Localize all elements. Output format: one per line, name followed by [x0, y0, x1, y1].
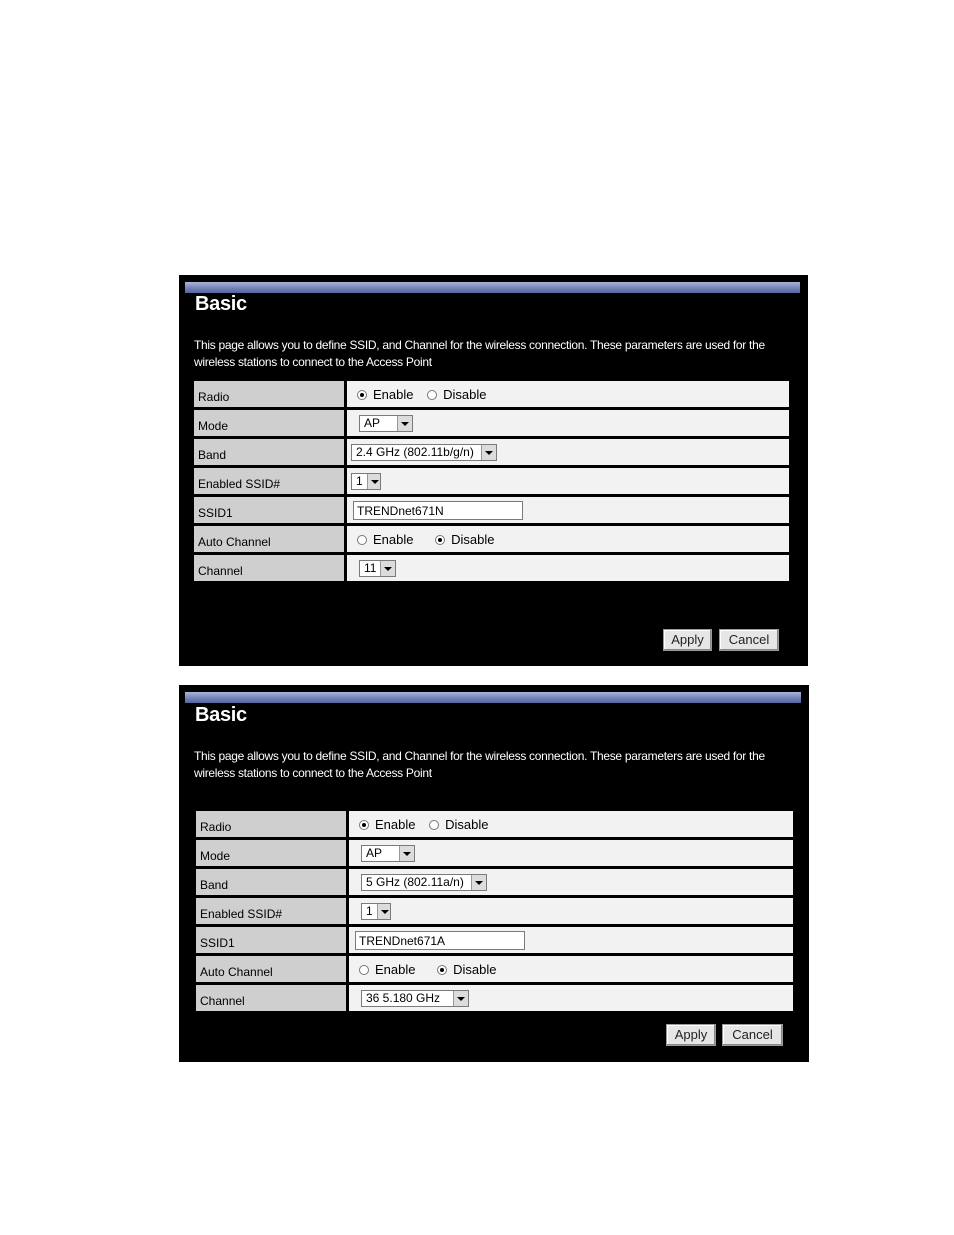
row-band: [194, 438, 789, 467]
row-channel: [196, 984, 793, 1013]
basic-panel-5ghz: [179, 685, 809, 1062]
panel-title-bar: [185, 282, 800, 293]
page-title: Basic: [195, 293, 247, 315]
chevron-down-icon: [380, 561, 395, 576]
auto-channel-enable-text: Enable: [375, 962, 416, 978]
band-label: Band: [198, 448, 227, 462]
auto-channel-disable-text: Disable: [451, 532, 495, 548]
mode-label: Mode: [198, 419, 229, 433]
basic-panel-24ghz: [179, 275, 808, 666]
band-select[interactable]: 5 GHz (802.11a/n): [361, 874, 487, 891]
page-description: This page allows you to define SSID, and Channel for the wireless connection. These parameters are used for the wireless stations to connect to the Access Point: [194, 749, 765, 780]
auto-channel-label: Auto Channel: [200, 965, 273, 979]
enabled-ssid-select[interactable]: 1: [351, 473, 381, 490]
page-description: This page allows you to define SSID, and Channel for the wireless connection. These parameters are used for the wireless stations to connect to the Access Point: [194, 338, 765, 369]
radio-label: Radio: [198, 390, 230, 404]
auto-channel-enable-radio[interactable]: [359, 965, 369, 975]
radio-disable-text: Disable: [443, 387, 487, 403]
mode-select[interactable]: AP: [361, 845, 415, 862]
radio-enable-radio[interactable]: [357, 390, 367, 400]
radio-label: Radio: [200, 820, 232, 834]
auto-channel-label: Auto Channel: [198, 535, 271, 549]
chevron-down-icon: [397, 416, 412, 431]
radio-disable-radio[interactable]: [427, 390, 437, 400]
row-channel: [194, 554, 789, 583]
settings-table: [194, 381, 789, 584]
row-auto-channel: [196, 955, 793, 984]
channel-label: Channel: [200, 994, 245, 1008]
row-radio: [196, 811, 793, 839]
row-auto-channel: [194, 525, 789, 554]
row-band: [196, 868, 793, 897]
ssid1-label: SSID1: [198, 506, 233, 520]
chevron-down-icon: [481, 445, 496, 460]
row-mode: [196, 839, 793, 868]
chevron-down-icon: [377, 904, 390, 919]
radio-enable-text: Enable: [373, 387, 414, 403]
chevron-down-icon: [399, 846, 414, 861]
apply-button[interactable]: Apply: [663, 629, 712, 651]
radio-enable-radio[interactable]: [359, 820, 369, 830]
radio-disable-text: Disable: [445, 817, 489, 833]
auto-channel-enable-radio[interactable]: [357, 535, 367, 545]
enabled-ssid-select[interactable]: 1: [361, 903, 391, 920]
band-select[interactable]: 2.4 GHz (802.11b/g/n): [351, 444, 497, 461]
radio-enable-text: Enable: [375, 817, 416, 833]
cancel-button[interactable]: Cancel: [719, 629, 779, 651]
mode-label: Mode: [200, 849, 231, 863]
apply-button[interactable]: Apply: [666, 1024, 716, 1046]
row-ssid1: [194, 496, 789, 525]
auto-channel-enable-text: Enable: [373, 532, 414, 548]
band-label: Band: [200, 878, 229, 892]
mode-select[interactable]: AP: [359, 415, 413, 432]
radio-disable-radio[interactable]: [429, 820, 439, 830]
row-mode: [194, 409, 789, 438]
auto-channel-disable-radio[interactable]: [435, 535, 445, 545]
cancel-button[interactable]: Cancel: [722, 1024, 783, 1046]
row-ssid1: [196, 926, 793, 955]
auto-channel-disable-radio[interactable]: [437, 965, 447, 975]
chevron-down-icon: [367, 474, 380, 489]
chevron-down-icon: [471, 875, 486, 890]
page-title: Basic: [195, 704, 247, 726]
auto-channel-disable-text: Disable: [453, 962, 497, 978]
ssid1-input[interactable]: TRENDnet671N: [353, 501, 523, 520]
channel-label: Channel: [198, 564, 243, 578]
row-enabled-ssid: [194, 467, 789, 496]
ssid1-label: SSID1: [200, 936, 235, 950]
row-radio: [194, 381, 789, 409]
settings-table: [196, 811, 793, 1014]
channel-select[interactable]: 36 5.180 GHz: [361, 990, 469, 1007]
channel-select[interactable]: 11: [359, 560, 396, 577]
chevron-down-icon: [453, 991, 468, 1006]
enabled-ssid-label: Enabled SSID#: [200, 907, 283, 921]
panel-title-bar: [185, 692, 801, 703]
row-enabled-ssid: [196, 897, 793, 926]
ssid1-input[interactable]: TRENDnet671A: [355, 931, 525, 950]
enabled-ssid-label: Enabled SSID#: [198, 477, 281, 491]
